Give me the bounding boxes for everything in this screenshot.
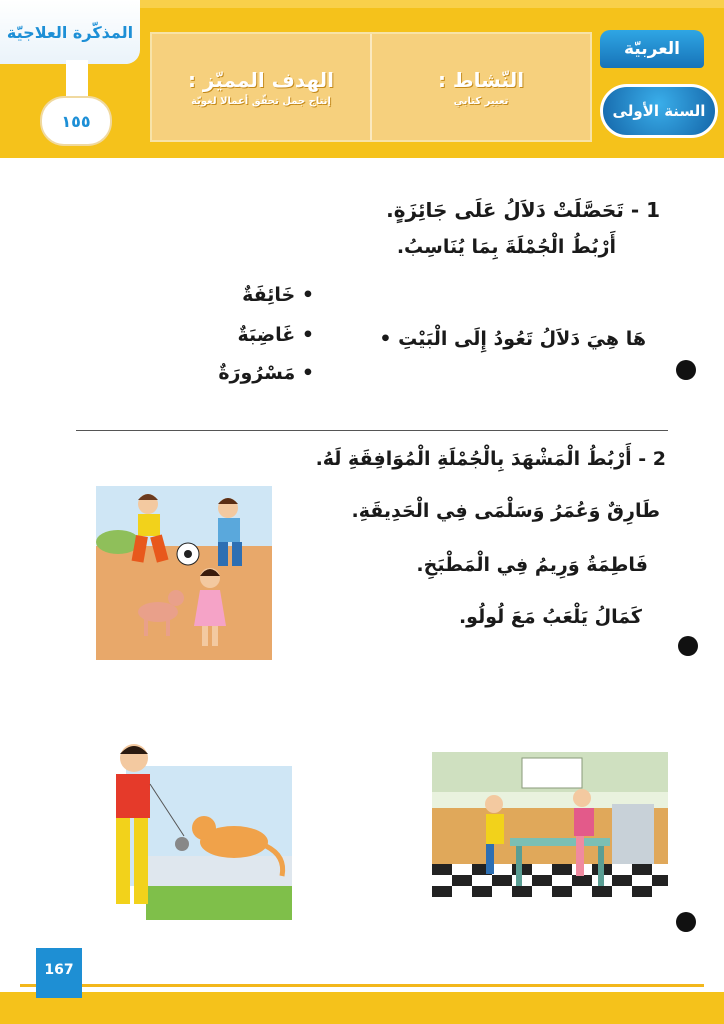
match-dot: • bbox=[295, 324, 314, 346]
exercise2-instruction: أَرْبُطُ الْمَشْهَدَ بِالْجُمْلَةِ الْمُوَافِقَةِ لَهُ. bbox=[315, 448, 632, 470]
year-badge: السنة الأولى bbox=[600, 84, 718, 138]
activity-box bbox=[370, 34, 590, 140]
page-number: 167 bbox=[36, 948, 82, 998]
match-dot[interactable]: • bbox=[379, 328, 392, 350]
exercise1-sentence bbox=[379, 328, 646, 350]
activity-value: تعبير كتابي bbox=[453, 95, 509, 107]
boy-cat-scene-image[interactable] bbox=[86, 736, 292, 920]
exercise1-line1: تَحَصَّلَتْ دَلاَلُ عَلَى جَائِزَةٍ. bbox=[386, 198, 624, 222]
subject-tab: العربيّة bbox=[600, 30, 704, 68]
remedial-title: المذكّرة العلاجيّة bbox=[0, 0, 140, 64]
goal-value: إنتاج جمل تحقّق أعمالا لغويّة bbox=[191, 95, 331, 107]
activity-title: النّشاط : bbox=[437, 67, 525, 92]
exercise1-number: 1 - bbox=[630, 198, 660, 222]
section-divider bbox=[76, 430, 668, 431]
garden-scene-image[interactable] bbox=[96, 486, 272, 660]
footer-line bbox=[20, 984, 704, 987]
lesson-number-badge: ١٥٥ bbox=[42, 98, 110, 144]
header-info-boxes bbox=[150, 32, 592, 142]
option-item[interactable] bbox=[237, 324, 314, 346]
option-label: مَسْرُورَةٌ bbox=[218, 362, 296, 384]
option-label: غَاضِبَةٌ bbox=[237, 324, 296, 346]
kitchen-scene-image[interactable] bbox=[432, 752, 668, 908]
exercise2-sentence[interactable]: كَمَالُ يَلْعَبُ مَعَ لُولُو. bbox=[458, 606, 642, 628]
goal-title: الهدف المميّز : bbox=[187, 67, 335, 92]
binder-hole bbox=[676, 360, 696, 380]
option-label: خَائِفَةٌ bbox=[242, 284, 296, 306]
exercise2-number: 2 - bbox=[638, 448, 666, 470]
option-item[interactable] bbox=[242, 284, 314, 306]
match-dot: • bbox=[295, 362, 314, 384]
goal-box bbox=[152, 34, 370, 140]
checkered-floor bbox=[432, 864, 668, 908]
sentence-text: هَا هِيَ دَلاَلُ تَعُودُ إِلَى الْبَيْتِ bbox=[398, 328, 646, 350]
exercise1-heading bbox=[386, 198, 660, 222]
exercise2-sentence[interactable]: فَاطِمَةُ وَرِيمُ فِي الْمَطْبَخِ. bbox=[416, 554, 648, 576]
binder-hole bbox=[678, 636, 698, 656]
footer-bar bbox=[0, 992, 724, 1024]
exercise2-heading bbox=[316, 448, 666, 470]
option-item[interactable] bbox=[218, 362, 314, 384]
exercise1-instruction: أَرْبُطُ الْجُمْلَةَ بِمَا يُنَاسِبُ. bbox=[396, 236, 616, 258]
match-dot: • bbox=[295, 284, 314, 306]
binder-hole bbox=[676, 912, 696, 932]
exercise2-sentence[interactable]: طَارِقٌ وَعُمَرُ وَسَلْمَى فِي الْحَدِيقَةِ. bbox=[351, 500, 660, 522]
